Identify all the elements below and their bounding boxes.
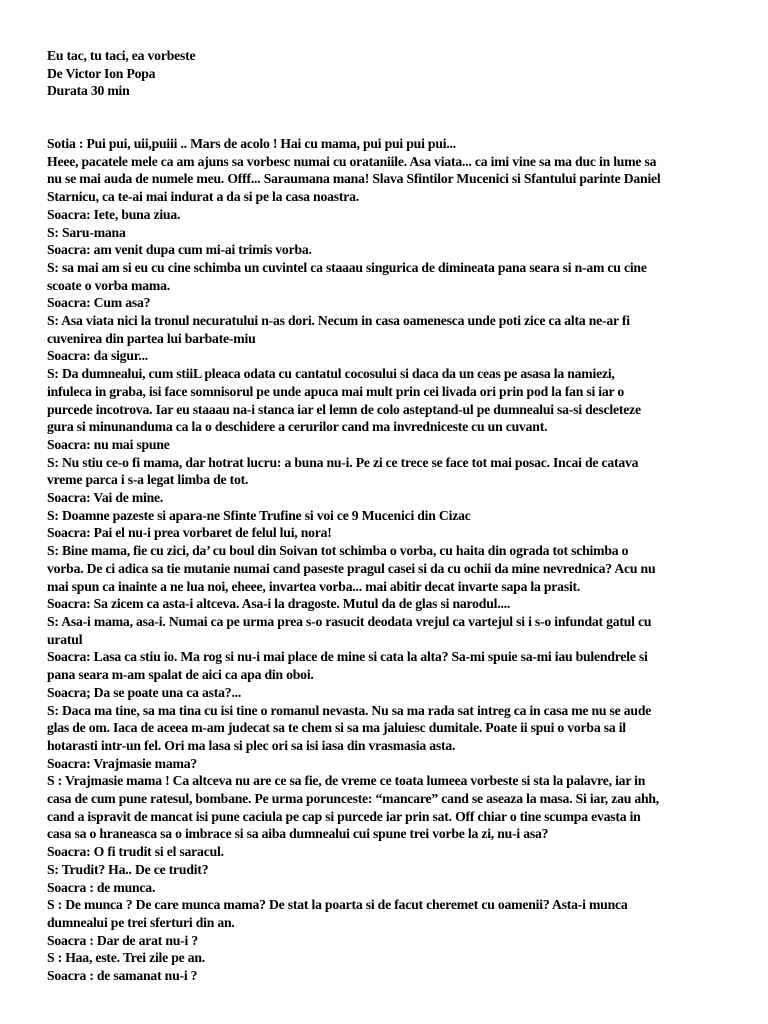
dialogue-line: S: Da dumnealui, cum stiiL pleaca odata cu cantatul cocosului si daca da un ceas pe asasa la namiezi, xyxy=(47,366,615,382)
dialogue-line: casa sa o hraneasca sa o imbrace si sa aiba dumnealui cui spune trei vorbe la zi, nu-i asa? xyxy=(47,826,549,842)
dialogue-line: glas de om. Iaca de aceea m-am judecat sa te chem si sa ma jaluiesc dumitale. Poate ii spui o vorba sa il xyxy=(47,720,626,736)
dialogue-line: S: Saru-mana xyxy=(47,224,126,240)
dialogue-line: S: Nu stiu ce-o fi mama, dar hotrat lucru: a buna nu-i. Pe zi ce trece se face tot mai posac. Incai de catava xyxy=(47,454,639,470)
dialogue-line: uratul xyxy=(47,631,83,647)
play-duration: Durata 30 min xyxy=(47,83,130,99)
dialogue-line: pana seara m-am spalat de aici ca apa din oboi. xyxy=(47,667,314,683)
dialogue-line: nu se mai auda de numele meu. Offf... Saraumana mana! Slava Sfintilor Mucenici si Sfantului parinte Daniel xyxy=(47,171,661,187)
dialogue-line: Soacra: Pai el nu-i prea vorbaret de felul lui, nora! xyxy=(47,525,332,541)
dialogue-line: Soacra : de munca. xyxy=(47,879,156,895)
dialogue-line: Soacra: Vrajmasie mama? xyxy=(47,755,197,771)
dialogue-line: S : Haa, este. Trei zile pe an. xyxy=(47,950,206,966)
dialogue-line: purcede incotrova. Iar eu staaau na-i stanca iar el lemn de colo asteptand-ul pe dumnealui sa-si descleteze xyxy=(47,401,641,417)
dialogue-body xyxy=(47,135,753,985)
dialogue-line: cand a ispravit de mancat isi pune caciula pe cap si purcede iar prin sat. Off chiar o tine scumpa evasta in xyxy=(47,808,641,824)
dialogue-line: S: sa mai am si eu cu cine schimba un cuvintel ca staaau singurica de dimineata pana seara si n-am cu cine xyxy=(47,259,647,275)
dialogue-line: Heee, pacatele mele ca am ajuns sa vorbesc numai cu orataniile. Asa viata... ca imi vine sa ma duc in lume sa xyxy=(47,153,657,169)
dialogue-line: S: Trudit? Ha.. De ce trudit? xyxy=(47,861,209,877)
dialogue-line: mai spun ca inainte a ne lua noi, eheee, invartea vorba... mai abitir decat invarte sapa la prasit. xyxy=(47,578,581,594)
dialogue-line: Sotia : Pui pui, uii,puiii .. Mars de acolo ! Hai cu mama, pui pui pui pui... xyxy=(47,136,456,151)
dialogue-line: Soacra: Iete, buna ziua. xyxy=(47,206,181,222)
dialogue-line: Soacra: da sigur... xyxy=(47,348,149,364)
dialogue-line: vreme parca i s-a legat limba de tot. xyxy=(47,472,249,488)
dialogue-line: Soacra: O fi trudit si el saracul. xyxy=(47,844,224,860)
dialogue-line: Soacra: Sa zicem ca asta-i altceva. Asa-i la dragoste. Mutul da de glas si narodul.... xyxy=(47,596,511,612)
dialogue-line: Soacra: Cum asa? xyxy=(47,295,151,311)
dialogue-line: Soacra: nu mai spune xyxy=(47,436,170,452)
dialogue-line: cuvenirea din partea lui barbate-miu xyxy=(47,330,256,346)
dialogue-line: vorba. De ci adica sa tie mutanie numai cand paseste pragul casei si da cu ochii da mine nevrednica? Acu nu xyxy=(47,560,656,576)
dialogue-line: dumnealui pe trei sferturi din an. xyxy=(47,914,235,930)
dialogue-line: S: Asa viata nici la tronul necuratului n-as dori. Necum in casa oamenesca unde poti zice ca alta ne-ar fi xyxy=(47,313,630,329)
dialogue-line: S : De munca ? De care munca mama? De stat la poarta si de facut cheremet cu oamenii? Asta-i munca xyxy=(47,897,628,913)
dialogue-line: S: Doamne pazeste si apara-ne Sfinte Trufine si voi ce 9 Mucenici din Cizac xyxy=(47,507,471,523)
dialogue-line: Soacra: am venit dupa cum mi-ai trimis vorba. xyxy=(47,242,312,258)
dialogue-line: S: Bine mama, fie cu zici, da’ cu boul din Soivan tot schimba o vorba, cu haita din ograda tot schimba o xyxy=(47,543,629,559)
dialogue-line: S: Daca ma tine, sa ma tina cu isi tine o romanul nevasta. Nu sa ma rada sat intreg ca in casa me nu se aude xyxy=(47,702,652,718)
dialogue-line: hotarasti intr-un fel. Ori ma lasa si plec ori sa isi iasa din vrasmasia asta. xyxy=(47,737,456,753)
dialogue-line: S : Vrajmasie mama ! Ca altceva nu are ce sa fie, de vreme ce toata lumeea vorbeste si sta la palavre, iar in xyxy=(47,773,646,789)
dialogue-line: Soacra: Vai de mine. xyxy=(47,490,164,506)
dialogue-line: Starnicu, ca te-ai mai indurat a da si pe la casa noastra. xyxy=(47,189,359,205)
dialogue-line: gura si minunanduma ca la o deschidere a cerurilor cand ma invredniceste cu un cuvant. xyxy=(47,419,548,435)
dialogue-line: Soacra : de samanat nu-i ? xyxy=(47,968,198,984)
dialogue-line: Soacra: Lasa ca stiu io. Ma rog si nu-i mai place de mine si cata la alta? Sa-mi spuie sa-mi iau bulendrele si xyxy=(47,649,648,665)
dialogue-line: Soacra : Dar de arat nu-i ? xyxy=(47,932,198,948)
dialogue-line: Soacra; Da se poate una ca asta?... xyxy=(47,684,242,700)
dialogue-line: S: Asa-i mama, asa-i. Numai ca pe urma prea s-o rasucit deodata vrejul ca vartejul si i s-o infundat gatul cu xyxy=(47,613,652,629)
dialogue-line: infuleca in graba, isi face somnisorul pe unde apuca mai mult prin cei livada ori prin pod la fan si iar o xyxy=(47,383,625,399)
play-title: Eu tac, tu taci, ea vorbeste xyxy=(47,48,196,63)
dialogue-line: scoate o vorba mama. xyxy=(47,277,170,293)
document-header xyxy=(47,47,195,100)
play-author: De Victor Ion Popa xyxy=(47,65,156,81)
dialogue-line: casa de cum pune ratesul, bombane. Pe urma porunceste: “mancare” cand se aseaza la masa. Si iar, zau ahh, xyxy=(47,791,660,807)
